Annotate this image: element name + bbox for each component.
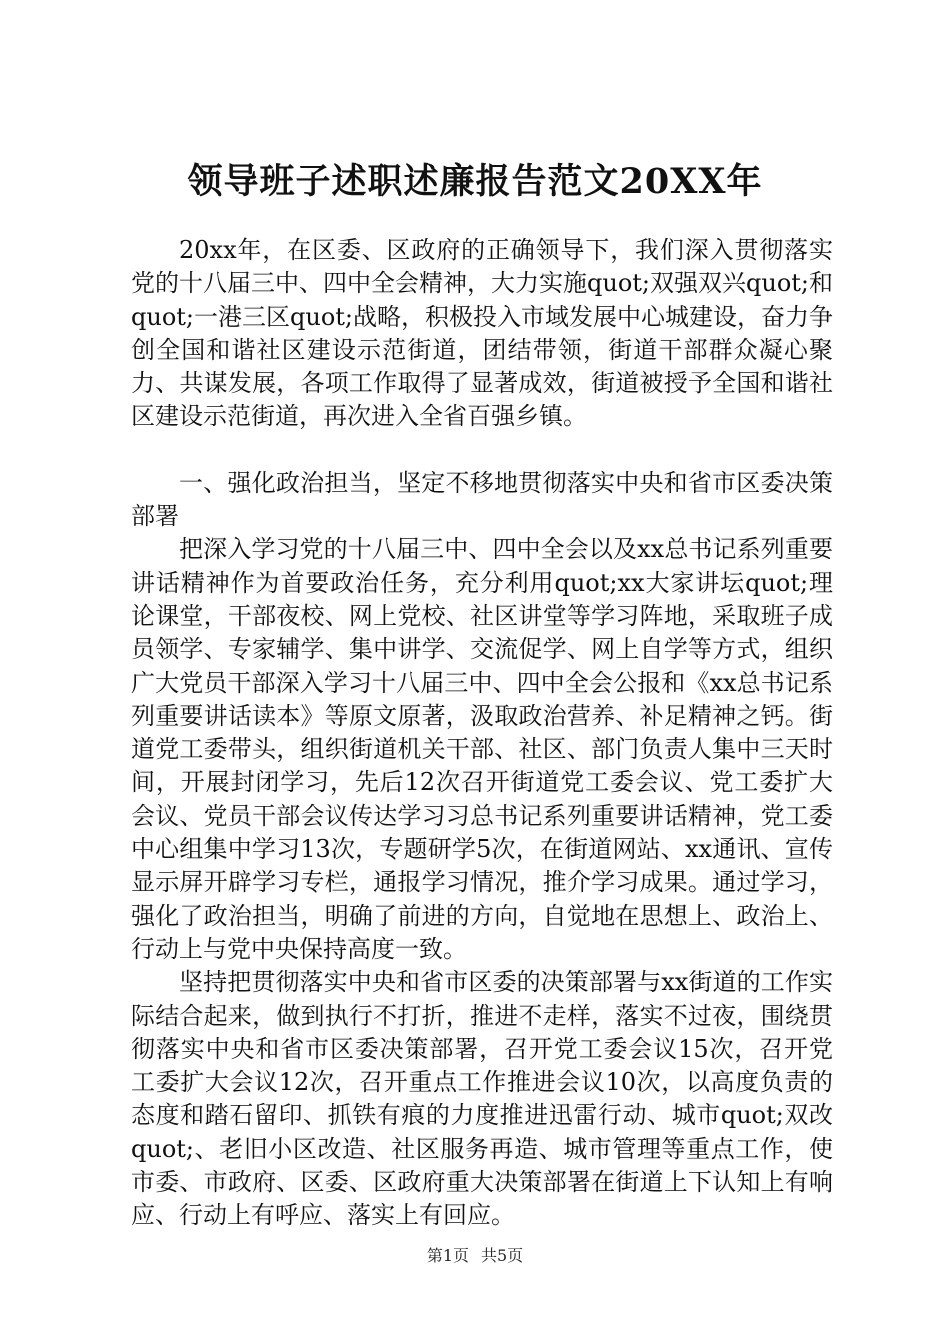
intro-paragraph: 20xx年，在区委、区政府的正确领导下，我们深入贯彻落实党的十八届三中、四中全会精神，大力实施quot;双强双兴quot;和quot;一港三区quot;战略，积极投入市域发展中心城建设，奋力争创全国和谐社区建设示范街道，团结带领，街道干部群众凝心聚力、共谋发展，各项工作取得了显著成效，街道被授予全国和谐社区建设示范街道，再次进入全省百强乡镇。 (131, 236, 833, 431)
document-title: 领导班子述职述廉报告范文20XX年 (187, 161, 763, 202)
body-paragraph-implementation: 坚持把贯彻落实中央和省市区委的决策部署与xx街道的工作实际结合起来，做到执行不打折，推进不走样，落实不过夜，围绕贯彻落实中央和省市区委决策部署，召开党工委会议15次，召开党工委扩大会议12次，召开重点工作推进会议10次，以高度负责的态度和踏石留印、抓铁有痕的力度推进迅雷行动、城市quot;双改quot;、老旧小区改造、社区服务再造、城市管理等重点工作，使市委、市政府、区委、区政府重大决策部署在街道上下认知上有响应、行动上有呼应、落实上有回应。 (131, 968, 833, 1230)
page-footer (0, 1244, 950, 1268)
page-total: 共5页 (481, 1246, 524, 1265)
page-number: 第1页 (426, 1246, 469, 1265)
section-heading: 一、强化政治担当，坚定不移地贯彻落实中央和省市区委决策部署 (131, 468, 833, 531)
body-paragraph-study: 把深入学习党的十八届三中、四中全会以及xx总书记系列重要讲话精神作为首要政治任务，充分利用quot;xx大家讲坛quot;理论课堂，干部夜校、网上党校、社区讲堂等学习阵地，采取班子成员领学、专家辅学、集中讲学、交流促学、网上自学等方式，组织广大党员干部深入学习十八届三中、四中全会公报和《xx总书记系列重要讲话读本》等原文原著，汲取政治营养、补足精神之钙。街道党工委带头，组织街道机关干部、社区、部门负责人集中三天时间，开展封闭学习，先后12次召开街道党工委会议、党工委扩大会议、党员干部会议传达学习习总书记系列重要讲话精神，党工委中心组集中学习13次，专题研学5次，在街道网站、xx通讯、宣传显示屏开辟学习专栏，通报学习情况，推介学习成果。通过学习，强化了政治担当，明确了前进的方向，自觉地在思想上、政治上、行动上与党中央保持高度一致。 (131, 535, 833, 963)
document-body (131, 234, 833, 1233)
paragraph-spacer (131, 434, 833, 467)
